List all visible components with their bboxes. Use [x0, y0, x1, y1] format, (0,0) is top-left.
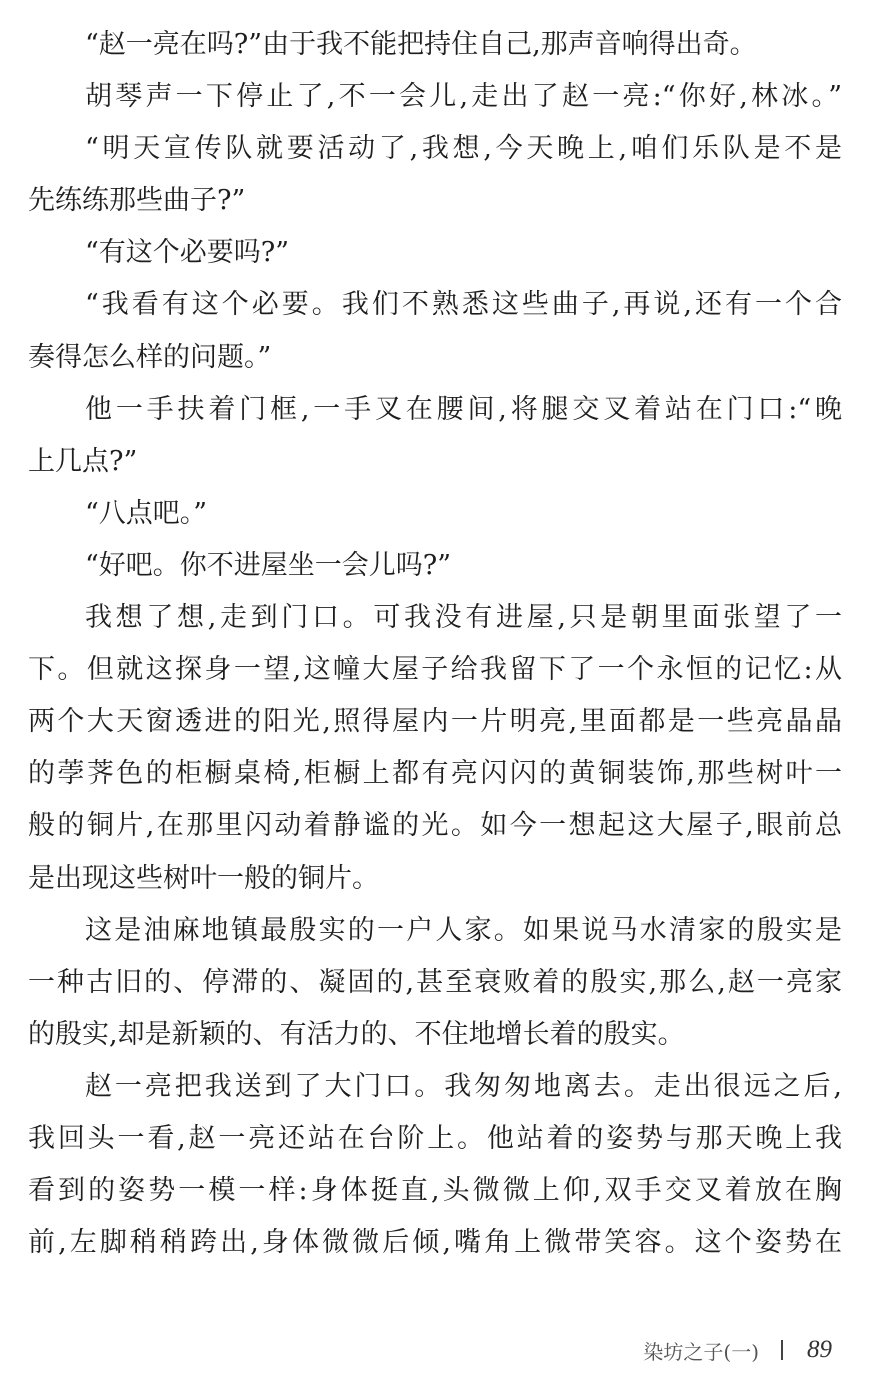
text-line: 他一手扶着门框,一手叉在腰间,将腿交叉着站在门口:“晚: [85, 393, 842, 425]
footer-divider: [781, 1340, 783, 1360]
text-line: “明天宣传队就要活动了,我想,今天晚上,咱们乐队是不是: [85, 133, 842, 165]
text-line: “我看有这个必要。我们不熟悉这些曲子,再说,还有一个合: [85, 289, 842, 321]
text-line: 是出现这些树叶一般的铜片。: [28, 862, 379, 894]
text-line: “好吧。你不进屋坐一会儿吗?”: [85, 549, 452, 581]
text-line: 我回头一看,赵一亮还站在台阶上。他站着的姿势与那天晚上我: [28, 1122, 842, 1154]
running-title: 染坊之子(一): [643, 1339, 759, 1364]
text-line: 胡琴声一下停止了,不一会儿,走出了赵一亮:“你好,林冰。”: [85, 81, 842, 113]
text-line: “八点吧。”: [85, 497, 208, 529]
text-line: 我想了想,走到门口。可我没有进屋,只是朝里面张望了一: [85, 602, 842, 634]
text-line: 下。但就这探身一望,这幢大屋子给我留下了一个永恒的记忆:从: [28, 654, 842, 686]
body-text: [28, 19, 842, 1269]
text-line: 两个大天窗透进的阳光,照得屋内一片明亮,里面都是一些亮晶晶: [28, 706, 842, 738]
text-line: 的殷实,却是新颖的、有活力的、不住地增长着的殷实。: [28, 1018, 685, 1050]
text-line: 这是油麻地镇最殷实的一户人家。如果说马水清家的殷实是: [85, 914, 842, 946]
page-number: 89: [807, 1336, 832, 1363]
text-line: 一种古旧的、停滞的、凝固的,甚至衰败着的殷实,那么,赵一亮家: [28, 966, 842, 998]
text-line: “有这个必要吗?”: [85, 237, 290, 269]
page-footer: [643, 1332, 832, 1368]
text-line: “赵一亮在吗?”由于我不能把持住自己,那声音响得出奇。: [85, 29, 757, 60]
text-line: 前,左脚稍稍跨出,身体微微后倾,嘴角上微带笑容。这个姿势在: [28, 1227, 842, 1259]
text-line: 先练练那些曲子?”: [28, 185, 246, 217]
text-line: 看到的姿势一模一样:身体挺直,头微微上仰,双手交叉着放在胸: [28, 1175, 842, 1207]
text-line: 的荸荠色的柜橱桌椅,柜橱上都有亮闪闪的黄铜装饰,那些树叶一: [28, 758, 842, 790]
text-line: 奏得怎么样的问题。”: [28, 341, 272, 373]
text-line: 上几点?”: [28, 445, 138, 477]
text-line: 般的铜片,在那里闪动着静谧的光。如今一想起这大屋子,眼前总: [28, 810, 842, 842]
text-line: 赵一亮把我送到了大门口。我匆匆地离去。走出很远之后,: [85, 1070, 842, 1102]
